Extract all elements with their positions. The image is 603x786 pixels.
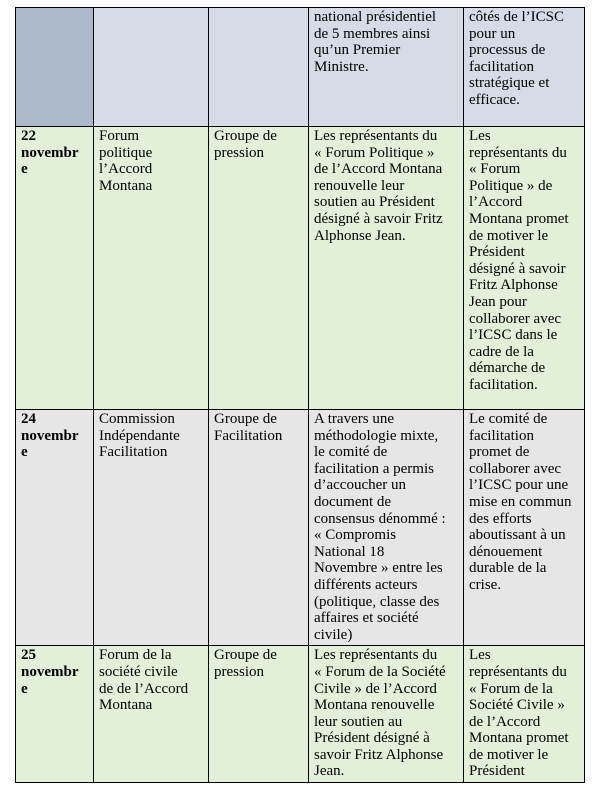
table-row bbox=[16, 8, 585, 127]
actor-cell: Forum politique l’Accord Montana bbox=[94, 127, 209, 410]
actor-cell: Forum de la société civile de de l’Accord Montana bbox=[94, 646, 209, 783]
type-cell: Groupe de Facilitation bbox=[209, 410, 309, 646]
date-cell bbox=[16, 8, 94, 127]
result-cell: côtés de l’ICSC pour un processus de facilitation stratégique et efficace. bbox=[464, 8, 585, 127]
type-cell: Groupe de pression bbox=[209, 127, 309, 410]
action-cell: A travers une méthodologie mixte, le comité de facilitation a permis d’accoucher un document de consensus dénommé : « Compromis National 18 Novembre » entre les différents acteurs (politique, classe des affaires et société civile) bbox=[309, 410, 464, 646]
result-cell: Les représentants du « Forum Politique » de l’Accord Montana promet de motiver le Président désigné à savoir Fritz Alphonse Jean pour collaborer avec l’ICSC dans le cadre de la démarche de facilitation. bbox=[464, 127, 585, 410]
date-cell: 24 novembr e bbox=[16, 410, 94, 646]
result-cell: Le comité de facilitation promet de collaborer avec l’ICSC pour une mise en commun des efforts aboutissant à un dénouement durable de la crise. bbox=[464, 410, 585, 646]
type-cell bbox=[209, 8, 309, 127]
type-cell: Groupe de pression bbox=[209, 646, 309, 783]
result-cell: Les représentants du « Forum de la Société Civile » de l’Accord Montana promet de motiver le Président bbox=[464, 646, 585, 783]
action-cell: Les représentants du « Forum de la Société Civile » de l’Accord Montana renouvelle leur soutien au Président désigné à savoir Fritz Alphonse Jean. bbox=[309, 646, 464, 783]
date-cell: 25 novembr e bbox=[16, 646, 94, 783]
timeline-table bbox=[15, 7, 585, 783]
action-cell: national présidentiel de 5 membres ainsi qu’un Premier Ministre. bbox=[309, 8, 464, 127]
actor-cell: Commission Indépendante Facilitation bbox=[94, 410, 209, 646]
action-cell: Les représentants du « Forum Politique » de l’Accord Montana renouvelle leur soutien au Président désigné à savoir Fritz Alphonse Jean. bbox=[309, 127, 464, 410]
table-row bbox=[16, 646, 585, 783]
date-cell: 22 novembr e bbox=[16, 127, 94, 410]
table-row bbox=[16, 410, 585, 646]
table-row bbox=[16, 127, 585, 410]
actor-cell bbox=[94, 8, 209, 127]
